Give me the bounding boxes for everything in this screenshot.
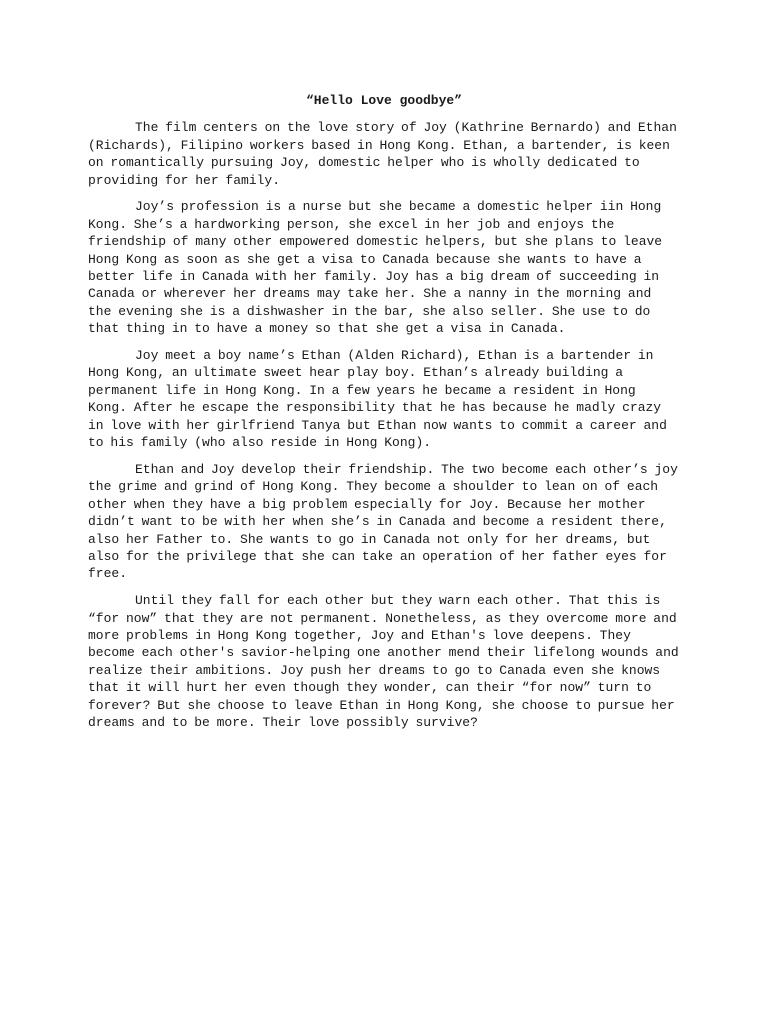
paragraph-3: Joy meet a boy name’s Ethan (Alden Richard), Ethan is a bartender in Hong Kong, an ultimate sweet hear play boy. Ethan’s already building a permanent life in Hong Kong. In a few years he became a resident in Hong Kong. After he escape the responsibility that he has because he madly crazy in love with her girlfriend Tanya but Ethan now wants to commit a career and to his family (who also reside in Hong Kong). <box>88 348 667 451</box>
document-title: “Hello Love goodbye” <box>305 93 463 108</box>
paragraph-1: The film centers on the love story of Joy (Kathrine Bernardo) and Ethan (Richards), Filipino workers based in Hong Kong. Ethan, a bartender, is keen on romantically pursuing Joy, domestic helper who is wholly dedicated to providing for her family. <box>88 120 677 188</box>
paragraph-4: Ethan and Joy develop their friendship. The two become each other’s joy the grime and grind of Hong Kong. They become a shoulder to lean on of each other when they have a big problem especially for Joy. Because her mother didn’t want to be with her when she’s in Canada and become a resident there, also her Father to. She wants to go in Canada not only for her dreams, but also for the privilege that she can take an operation of her father eyes for free. <box>88 461 678 582</box>
paragraph-5: Until they fall for each other but they warn each other. That this is “for now” that they are not permanent. Nonetheless, as they overcome more and more problems in Hong Kong together, Joy and Ethan's love deepens. They become each other's savior-helping one another mend their lifelong wounds and realize their ambitions. Joy push her dreams to go to Canada even she knows that it will hurt her even though they wonder, can their “for now” turn to forever? But she choose to leave Ethan in Hong Kong, she choose to pursue her dreams and to be more. Their love possibly survive? <box>88 593 679 730</box>
paragraph-2: Joy’s profession is a nurse but she became a domestic helper iin Hong Kong. She’s a hardworking person, she excel in her job and enjoys the friendship of many other empowered domestic helpers, but she plans to leave Hong Kong as soon as she get a visa to Canada because she wants to have a better life in Canada with her family. Joy has a big dream of succeeding in Canada or wherever her dreams may take her. She a nanny in the morning and the evening she is a dishwasher in the bar, she also seller. She use to do that thing in to have a money so that she get a visa in Canada. <box>88 199 663 337</box>
